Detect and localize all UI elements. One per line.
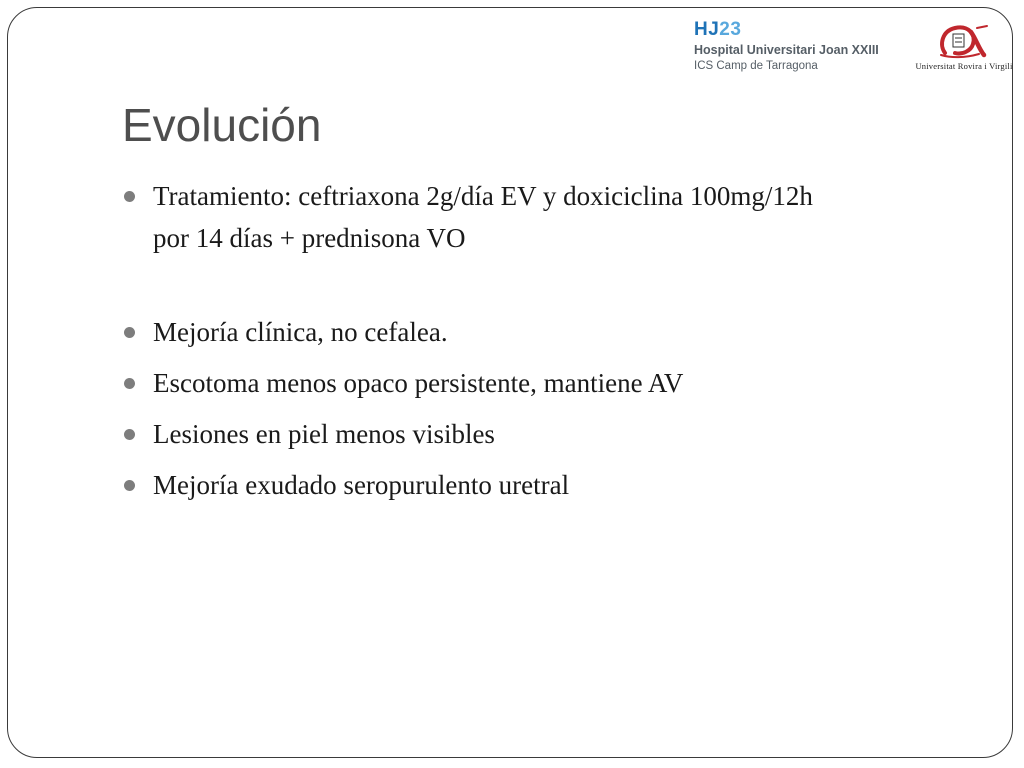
- university-logo: [912, 22, 1016, 71]
- bullet-item-treatment: [124, 175, 824, 259]
- bullet-item-skin: [124, 413, 824, 455]
- hospital-logo-number: 23: [719, 19, 742, 40]
- hospital-logo-letters: HJ: [694, 19, 720, 40]
- hospital-name: Hospital Universitari Joan XXIII: [694, 43, 879, 57]
- bullet-dot-icon: [124, 480, 135, 491]
- slide-title: Evolución: [122, 99, 322, 151]
- hospital-logo: [694, 20, 879, 74]
- bullet-text: Mejoría clínica, no cefalea.: [153, 317, 448, 347]
- slide-frame: [7, 7, 1013, 758]
- bullet-text: Tratamiento: ceftriaxona 2g/día EV y doxiciclina 100mg/12h por 14 días + prednisona VO: [153, 181, 813, 253]
- bullet-text: Lesiones en piel menos visibles: [153, 419, 495, 449]
- bullet-text: Escotoma menos opaco persistente, mantiene AV: [153, 368, 684, 398]
- bullet-text: Mejoría exudado seropurulento uretral: [153, 470, 570, 500]
- bullet-dot-icon: [124, 429, 135, 440]
- bullet-list: [124, 175, 824, 515]
- urv-emblem-icon: [935, 22, 993, 60]
- hospital-subtitle: ICS Camp de Tarragona: [694, 60, 818, 72]
- bullet-dot-icon: [124, 327, 135, 338]
- bullet-dot-icon: [124, 378, 135, 389]
- bullet-item-clinical: [124, 311, 824, 353]
- university-name: Universitat Rovira i Virgili: [915, 61, 1013, 71]
- bullet-item-scotoma: [124, 362, 824, 404]
- bullet-item-exudate: [124, 464, 824, 506]
- hospital-logo-mark: [694, 20, 879, 40]
- bullet-dot-icon: [124, 191, 135, 202]
